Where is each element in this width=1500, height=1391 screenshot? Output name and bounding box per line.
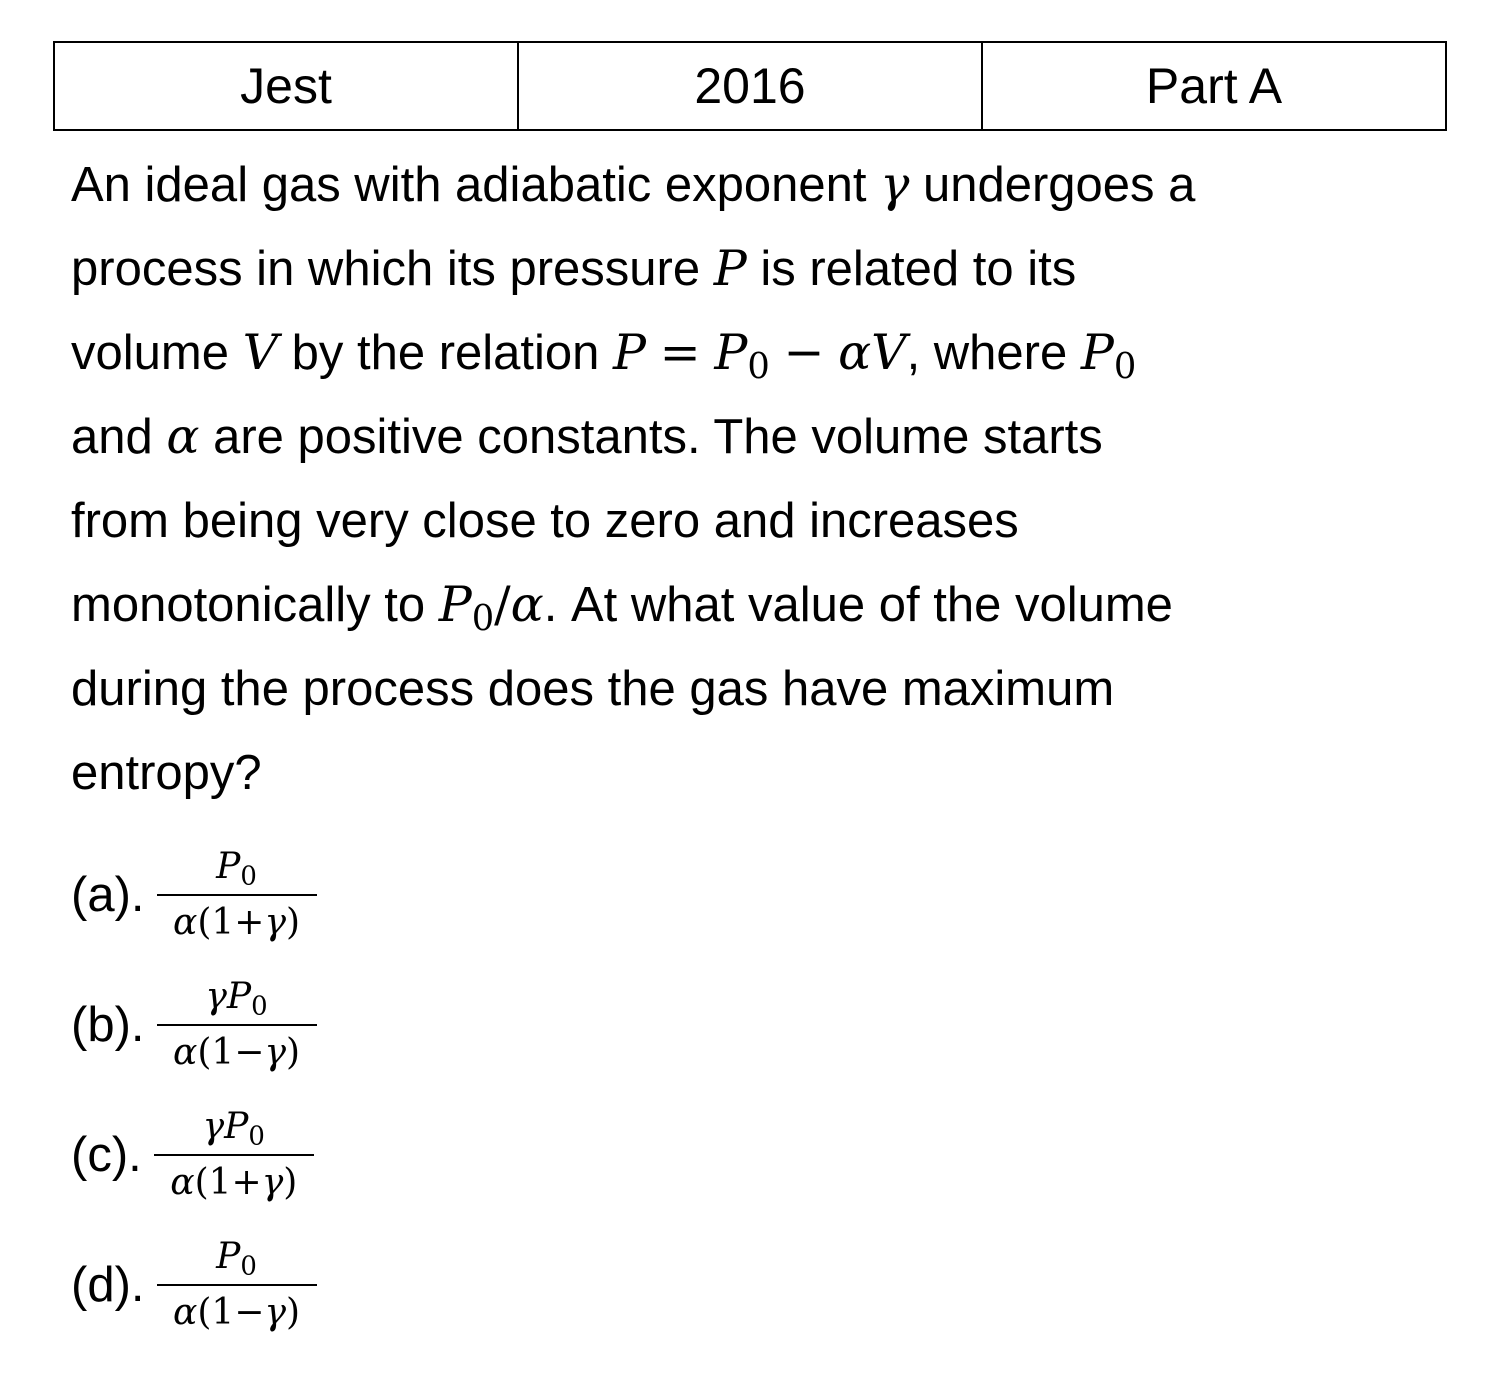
volume-symbol: V (242, 324, 278, 381)
fraction-bar (157, 1024, 317, 1026)
option-b-fraction (157, 974, 317, 1076)
question-line: entropy? (71, 746, 262, 800)
fraction-bar (157, 1284, 317, 1286)
option-d[interactable]: (d). $\frac{P_0}{\alpha(1-\gamma)}$ (71, 1220, 317, 1350)
option-c-numerator: $\gamma P_0$ (202, 1106, 265, 1152)
option-c[interactable]: (c). $\frac{\gamma P_0}{\alpha(1+\gamma)}$ (71, 1090, 314, 1220)
question-text (71, 143, 1451, 815)
option-c-fraction (154, 1104, 314, 1206)
question-line: and α are positive constants. The volume starts (71, 408, 1103, 465)
option-d-numerator: $P_0$ (216, 1236, 257, 1282)
option-a[interactable]: (a). $\frac{P_0}{\alpha(1+\gamma)}$ (71, 830, 317, 960)
question-line: from being very close to zero and increases (71, 494, 1019, 548)
option-d-fraction (157, 1234, 317, 1336)
option-b-numerator: $\gamma P_0$ (205, 976, 268, 1022)
pressure-symbol: P (713, 240, 747, 297)
option-a-fraction (157, 844, 317, 946)
question-line: during the process does the gas have maximum (71, 662, 1115, 716)
header-part: Part A (982, 42, 1446, 130)
question-line: volume V by the relation $P = P_0 - \alpha V$, where $P_0$ (71, 324, 1137, 387)
option-a-numerator: $P_0$ (216, 846, 257, 892)
option-b[interactable]: (b). $\frac{\gamma P_0}{\alpha(1-\gamma)}$ (71, 960, 317, 1090)
relation-equation: $P = P_0 - \alpha V$ (613, 324, 907, 387)
gamma-symbol: γ (880, 156, 910, 213)
option-d-denominator: α(1−γ) (173, 1292, 300, 1333)
alpha-symbol: α (166, 408, 200, 465)
question-line: An ideal gas with adiabatic exponent γ undergoes a (71, 156, 1196, 213)
option-c-denominator: α(1+γ) (170, 1162, 298, 1203)
question-line: process in which its pressure P is related to its (71, 240, 1077, 297)
header-table (53, 41, 1447, 131)
header-year: 2016 (518, 42, 982, 130)
header-exam: Jest (54, 42, 518, 130)
question-line: monotonically to $P_0/\alpha$. At what value of the volume (71, 576, 1173, 639)
option-b-denominator: α(1−γ) (173, 1032, 300, 1073)
fraction-bar (154, 1154, 314, 1156)
max-volume-expression: $P_0/\alpha$ (438, 576, 544, 639)
fraction-bar (157, 894, 317, 896)
option-a-denominator: α(1+γ) (173, 902, 300, 943)
